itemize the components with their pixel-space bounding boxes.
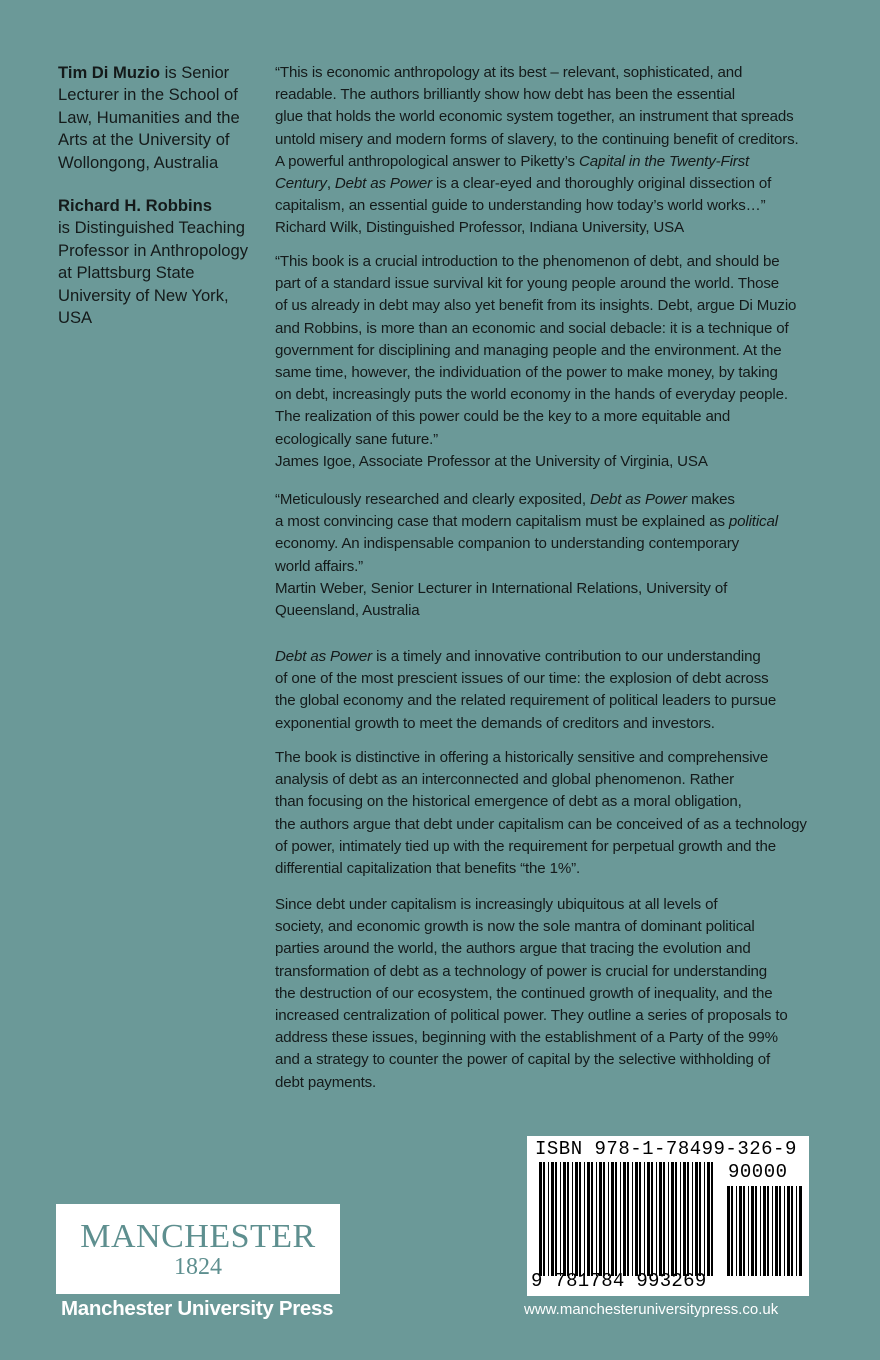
publisher-name: Manchester University Press — [61, 1297, 334, 1320]
line: society, and economic growth is now the sole mantra of dominant political — [275, 918, 755, 936]
endorser: Queensland, Australia — [275, 602, 420, 620]
line: government for disciplining and managing people and the environment. At the — [275, 341, 782, 359]
author-bio-di-muzio — [58, 62, 266, 174]
logo-year: 1824 — [174, 1254, 222, 1280]
author-description: is Senior Lecturer in the School of Law, Humanities and the Arts at the University of Wollongong, Australia — [58, 63, 240, 172]
line: a most convincing case that modern capitalism must be explained as political — [275, 513, 778, 531]
line: part of a standard issue survival kit for young people around the world. Those — [275, 275, 780, 293]
line: than focusing on the historical emergence of debt as a moral obligation, — [275, 793, 742, 811]
line: analysis of debt as an interconnected and global phenomenon. Rather — [275, 771, 735, 789]
line: of one of the most prescient issues of our time: the explosion of debt across — [275, 670, 769, 688]
description-paragraph — [275, 646, 831, 735]
isbn-label: ISBN 978-1-78499-326-9 — [535, 1138, 797, 1160]
line: “This book is a crucial introduction to the phenomenon of debt, and should be — [275, 253, 780, 270]
line: “Meticulously researched and clearly exposited, Debt as Power makes — [275, 491, 735, 508]
endorsement-igoe — [275, 251, 831, 473]
endorser: James Igoe, Associate Professor at the University of Virginia, USA — [275, 452, 708, 470]
line: the global economy and the related requirement of political leaders to pursue — [275, 692, 777, 710]
publisher-url: www.manchesteruniversitypress.co.uk — [524, 1301, 779, 1318]
line: untold misery and modern forms of slavery, to the continuing benefit of creditors. — [275, 130, 799, 148]
line: exponential growth to meet the demands of creditors and investors. — [275, 714, 715, 732]
line: The realization of this power could be the key to a more equitable and — [275, 408, 731, 426]
line: transformation of debt as a technology of power is crucial for understanding — [275, 962, 768, 980]
isbn-barcode — [527, 1136, 809, 1296]
line: readable. The authors brilliantly show how debt has been the essential — [275, 86, 735, 104]
line: “This is economic anthropology at its best – relevant, sophisticated, and — [275, 64, 743, 81]
line: Since debt under capitalism is increasingly ubiquitous at all levels of — [275, 896, 718, 913]
line: debt payments. — [275, 1073, 377, 1091]
author-description: is Distinguished Teaching Professor in Anthropology at Plattsburg State University of New York, USA — [58, 218, 249, 328]
description-paragraph — [275, 747, 831, 880]
description-paragraph — [275, 894, 831, 1094]
author-name: Richard H. Robbins — [58, 196, 212, 215]
line: and Robbins, is more than an economic and social debacle: it is a technique of — [275, 319, 789, 337]
line: the destruction of our ecosystem, the continued growth of inequality, and the — [275, 984, 773, 1002]
line: world affairs.” — [275, 557, 364, 575]
line: the authors argue that debt under capitalism can be conceived of as a technology — [275, 815, 807, 833]
line: ecologically sane future.” — [275, 430, 439, 448]
line: address these issues, beginning with the establishment of a Party of the 99% — [275, 1029, 778, 1047]
line: same time, however, the individuation of the power to make money, by taking — [275, 364, 778, 382]
line: Century, Debt as Power is a clear-eyed and thoroughly original dissection of — [275, 175, 772, 193]
author-name: Tim Di Muzio — [58, 63, 161, 82]
endorser: Martin Weber, Senior Lecturer in International Relations, University of — [275, 579, 728, 597]
line: The book is distinctive in offering a historically sensitive and comprehensive — [275, 749, 769, 766]
line: of power, intimately tied up with the requirement for perpetual growth and the — [275, 837, 776, 855]
line: capitalism, an essential guide to understanding how today’s world works…” — [275, 197, 766, 215]
price-addon-number: 90000 — [728, 1161, 788, 1183]
publisher-logo — [56, 1204, 340, 1294]
line: parties around the world, the authors argue that tracing the evolution and — [275, 940, 751, 958]
line: and a strategy to counter the power of capital by the selective withholding of — [275, 1051, 771, 1069]
endorser: Richard Wilk, Distinguished Professor, Indiana University, USA — [275, 219, 685, 237]
endorsement-wilk — [275, 62, 831, 240]
line: Debt as Power is a timely and innovative contribution to our understanding — [275, 648, 761, 665]
line: differential capitalization that benefits “the 1%”. — [275, 860, 581, 878]
logo-wordmark: MANCHESTER — [80, 1218, 316, 1255]
line: of us already in debt may also yet benefit from its insights. Debt, argue Di Muzio — [275, 297, 797, 315]
line: glue that holds the world economic system together, an instrument that spreads — [275, 108, 794, 126]
author-bio-robbins — [58, 195, 266, 329]
line: increased centralization of political power. They outline a series of proposals to — [275, 1007, 788, 1025]
line: on debt, increasingly puts the world economy in the hands of everyday people. — [275, 386, 788, 404]
ean-number: 9 781784 993269 — [531, 1270, 707, 1292]
line: A powerful anthropological answer to Piketty’s Capital in the Twenty-First — [275, 152, 750, 170]
line: economy. An indispensable companion to understanding contemporary — [275, 535, 740, 553]
endorsement-weber — [275, 489, 831, 622]
